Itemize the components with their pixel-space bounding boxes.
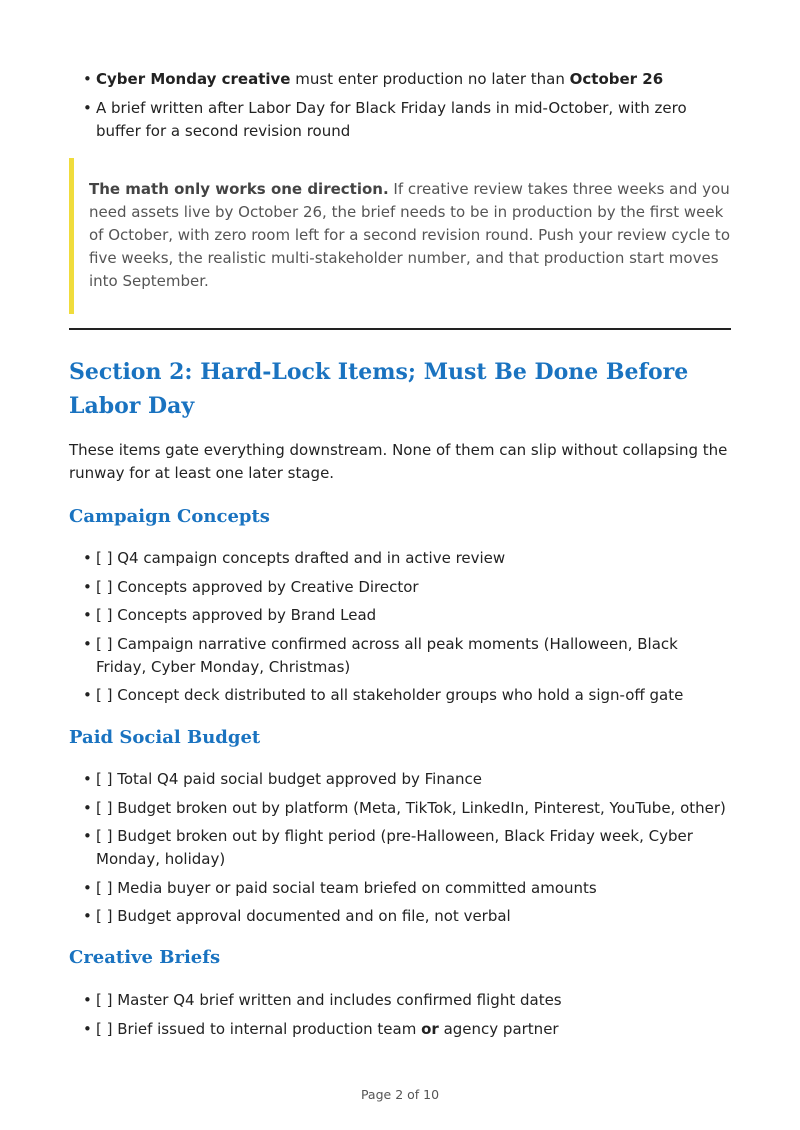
list-item: • [ ] Campaign narrative confirmed across all peak moments (Halloween, Black Friday, Cyber Monday, Christmas) [69,633,731,679]
list-item: • A brief written after Labor Day for Black Friday lands in mid-October, with zero buffer for a second revision round [69,97,731,143]
list-item [69,68,731,91]
creative-briefs-heading: Creative Briefs [69,947,221,968]
section-intro: These items gate everything downstream. None of them can slip without collapsing the runway for at least one later stage. [69,441,728,482]
list-item-text: must enter production no later than [290,70,570,88]
list-item: • [ ] Budget broken out by platform (Meta, TikTok, LinkedIn, Pinterest, YouTube, other) [69,797,731,820]
list-item [69,1018,731,1041]
bold-text: Cyber Monday creative [96,70,291,88]
page-number: Page 2 of 10 [360,1087,440,1102]
campaign-concepts-list [69,547,731,713]
paid-social-list [69,768,731,934]
list-item: • [ ] Concepts approved by Creative Director [69,576,731,599]
creative-briefs-list [69,989,731,1046]
list-item: • [ ] Budget approval documented and on file, not verbal [69,905,731,928]
list-item: • [ ] Budget broken out by flight period (pre-Halloween, Black Friday week, Cyber Monday, holiday) [69,825,731,871]
section-divider [69,328,731,330]
callout-bold: The math only works one direction. [89,180,389,198]
list-item-text: [ ] Brief issued to internal production team [96,1019,422,1038]
list-item: • [ ] Concepts approved by Brand Lead [69,604,731,627]
list-item: • [ ] Total Q4 paid social budget approved by Finance [69,768,731,791]
list-item: • [ ] Media buyer or paid social team briefed on committed amounts [69,877,731,900]
callout-text: If creative review takes three weeks and you need assets live by October 26, the brief needs to be in production by the first week of October, with zero room left for a second revision round. Push your review cycle to five weeks, the realistic multi-stakeholder number, and that production start moves into September. [89,180,730,290]
section-title: Section 2: Hard-Lock Items; Must Be Done Before Labor Day [69,359,689,419]
paid-social-heading: Paid Social Budget [69,727,261,748]
list-item: • [ ] Concept deck distributed to all stakeholder groups who hold a sign-off gate [69,684,731,707]
deadline-bullets [69,68,731,148]
bold-text: or [421,1019,439,1038]
callout-box [69,158,731,314]
campaign-concepts-heading: Campaign Concepts [69,506,270,527]
list-item: • [ ] Master Q4 brief written and includes confirmed flight dates [69,989,731,1012]
list-item-text: agency partner [438,1019,559,1038]
list-item: • [ ] Q4 campaign concepts drafted and in active review [69,547,731,570]
bold-text: October 26 [569,70,664,88]
